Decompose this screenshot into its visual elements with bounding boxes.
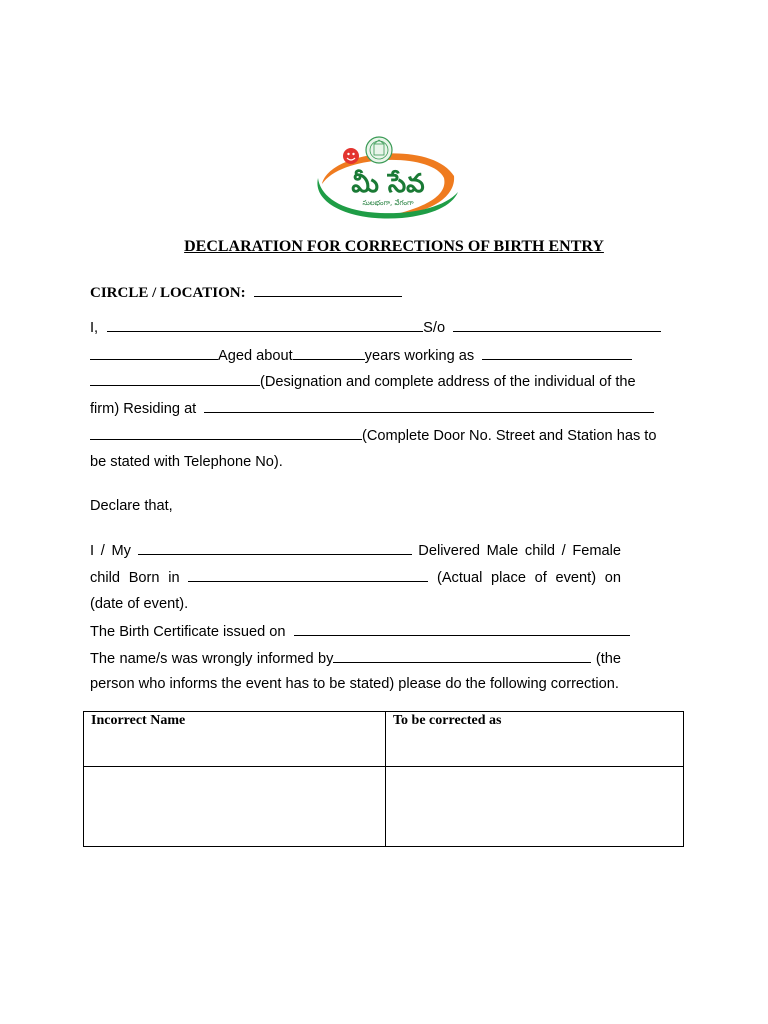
form-line-11: [90, 649, 621, 668]
father-name-field[interactable]: [453, 318, 661, 332]
form-text: Declare that,: [90, 498, 173, 514]
form-text: The Birth Certificate issued on: [90, 624, 286, 640]
form-text: child Born in: [90, 570, 180, 586]
working-as-field[interactable]: [482, 346, 632, 360]
table-row: [84, 767, 684, 847]
circle-location-row: [90, 283, 402, 302]
form-text: S/o: [423, 320, 446, 336]
address-field[interactable]: [90, 426, 362, 440]
form-line-6: [90, 453, 283, 471]
form-line-5: [90, 426, 656, 445]
form-line-4: [90, 399, 654, 418]
form-text: firm) Residing at: [90, 401, 197, 417]
form-text: The name/s was wrongly informed by: [90, 651, 334, 667]
form-text: Delivered Male child / Female: [418, 543, 622, 559]
form-line-3: [90, 372, 636, 391]
form-text: Aged about: [218, 348, 293, 364]
form-line-8: [90, 568, 621, 587]
form-text: years working as: [364, 348, 475, 364]
form-line-9: [90, 595, 188, 613]
form-text: (Complete Door No. Street and Station has to: [362, 428, 657, 444]
form-line-2: [90, 346, 632, 365]
form-text: I / My: [90, 543, 131, 559]
form-text: person who informs the event has to be stated) please do the following correction.: [90, 676, 619, 692]
designation-field[interactable]: [90, 372, 260, 386]
place-of-birth-field[interactable]: [188, 568, 428, 582]
form-text: I,: [90, 320, 99, 336]
incorrect-name-cell[interactable]: [84, 767, 386, 847]
to-be-corrected-header: To be corrected as: [386, 712, 684, 767]
form-line-10: [90, 622, 630, 641]
svg-text:సులభంగా, వేగంగా: సులభంగా, వేగంగా: [362, 199, 414, 207]
declare-that: [90, 497, 173, 515]
correction-table: [83, 711, 684, 847]
age-field[interactable]: [293, 346, 365, 360]
name-field[interactable]: [107, 318, 423, 332]
form-line-7: [90, 541, 621, 560]
form-text: (Actual place of event) on: [436, 570, 621, 586]
svg-text:మీ సేవ: మీ సేవ: [351, 169, 425, 199]
form-text: (Designation and complete address of the individual of the: [260, 374, 636, 390]
residing-at-field[interactable]: [204, 399, 654, 413]
mee-seva-logo-graphic: [312, 132, 464, 222]
form-line-12: [90, 675, 619, 693]
certificate-date-field[interactable]: [294, 622, 630, 636]
circle-location-label: CIRCLE / LOCATION:: [90, 285, 246, 301]
child-name-field[interactable]: [138, 541, 412, 555]
form-text: (date of event).: [90, 596, 189, 612]
informant-field[interactable]: [333, 649, 591, 663]
table-header-row: [84, 712, 684, 767]
mee-seva-logo: [312, 132, 464, 222]
form-text: be stated with Telephone No).: [90, 454, 283, 470]
circle-location-field[interactable]: [254, 283, 402, 297]
corrected-name-cell[interactable]: [386, 767, 684, 847]
form-line-1: [90, 318, 661, 337]
page-title: DECLARATION FOR CORRECTIONS OF BIRTH ENTRY: [184, 238, 604, 255]
form-text: (the: [595, 651, 621, 667]
incorrect-name-header: Incorrect Name: [84, 712, 386, 767]
father-name-cont-field[interactable]: [90, 346, 218, 360]
